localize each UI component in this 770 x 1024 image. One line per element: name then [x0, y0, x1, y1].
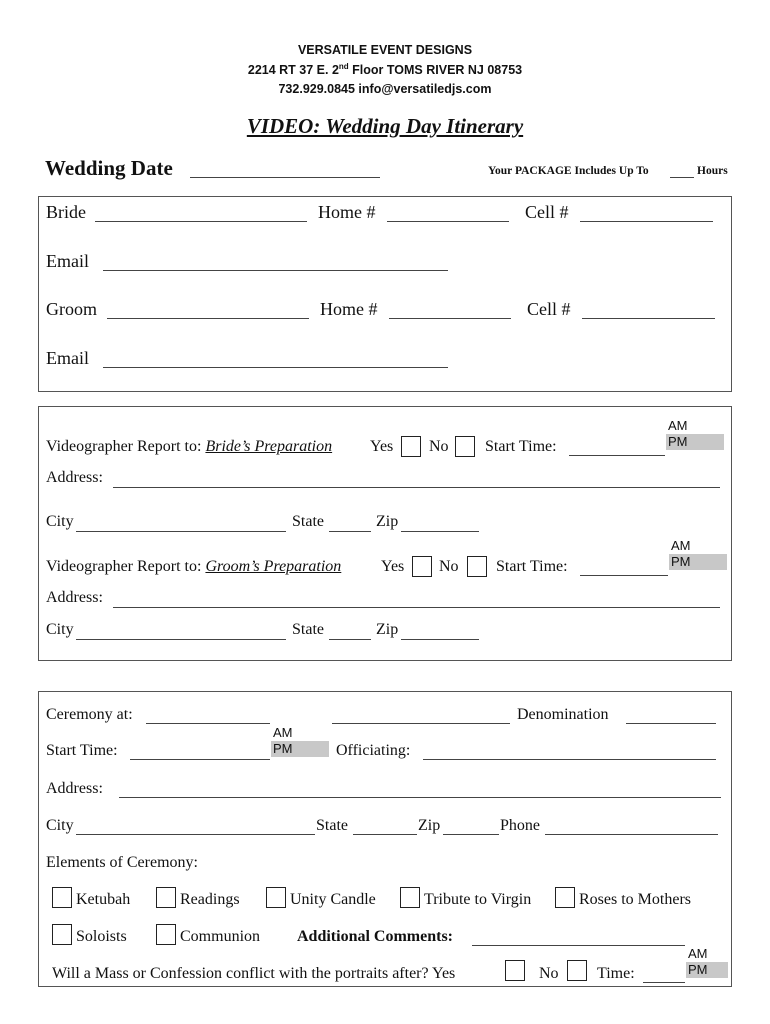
- bride-state-field[interactable]: [329, 531, 371, 532]
- bride-ampm-select[interactable]: [666, 418, 724, 450]
- groom-address-label: Address:: [46, 589, 103, 606]
- report-label: Videographer Report to:: [46, 438, 202, 455]
- groom-prep-label: Groom’s Preparation: [205, 558, 342, 575]
- unity-candle-label: Unity Candle: [290, 891, 376, 908]
- bride-home-field[interactable]: [387, 221, 509, 222]
- bride-zip-field[interactable]: [401, 531, 479, 532]
- pm-option[interactable]: PM: [666, 434, 724, 450]
- bride-no-checkbox[interactable]: [455, 436, 475, 457]
- groom-email-field[interactable]: [103, 367, 448, 368]
- ceremony-city-label: City: [46, 817, 74, 834]
- bride-no-label: No: [429, 438, 449, 455]
- groom-yes-label: Yes: [381, 558, 405, 575]
- roses-to-mothers-checkbox[interactable]: [555, 887, 575, 908]
- am-option[interactable]: AM: [273, 725, 293, 740]
- groom-no-checkbox[interactable]: [467, 556, 487, 577]
- groom-state-field[interactable]: [329, 639, 371, 640]
- ceremony-start-time-label: Start Time:: [46, 742, 118, 759]
- bride-field[interactable]: [95, 221, 307, 222]
- elements-label: Elements of Ceremony:: [46, 854, 198, 871]
- wedding-date-field[interactable]: [190, 177, 380, 178]
- groom-start-time-field[interactable]: [580, 575, 668, 576]
- bride-cell-label: Cell #: [525, 202, 569, 222]
- groom-city-field[interactable]: [76, 639, 286, 640]
- ketubah-label: Ketubah: [76, 891, 131, 908]
- officiating-label: Officiating:: [336, 742, 411, 759]
- bride-cell-field[interactable]: [580, 221, 713, 222]
- mass-question-label: Will a Mass or Confession conflict with the portraits after? Yes: [52, 965, 456, 982]
- bride-state-label: State: [292, 513, 324, 530]
- groom-yes-checkbox[interactable]: [412, 556, 432, 577]
- groom-zip-label: Zip: [376, 621, 399, 638]
- mass-ampm-select[interactable]: [686, 946, 728, 978]
- ceremony-city-field[interactable]: [76, 834, 315, 835]
- communion-checkbox[interactable]: [156, 924, 176, 945]
- groom-no-label: No: [439, 558, 459, 575]
- ketubah-checkbox[interactable]: [52, 887, 72, 908]
- ceremony-address-field[interactable]: [119, 797, 721, 798]
- wedding-date-label: Wedding Date: [45, 156, 173, 180]
- hours-field[interactable]: [670, 177, 694, 178]
- soloists-checkbox[interactable]: [52, 924, 72, 945]
- tribute-to-virgin-label: Tribute to Virgin: [424, 891, 532, 908]
- ceremony-ampm-select[interactable]: [271, 725, 329, 757]
- company-address: [0, 62, 770, 77]
- am-option[interactable]: AM: [688, 946, 708, 961]
- bride-start-time-label: Start Time:: [485, 438, 557, 455]
- readings-checkbox[interactable]: [156, 887, 176, 908]
- package-label: Your PACKAGE Includes Up To: [488, 165, 649, 177]
- ceremony-at-field[interactable]: [146, 723, 270, 724]
- groom-start-time-label: Start Time:: [496, 558, 568, 575]
- bride-home-label: Home #: [318, 202, 376, 222]
- page-title: VIDEO: Wedding Day Itinerary: [246, 114, 524, 138]
- additional-comments-label: Additional Comments:: [297, 928, 454, 945]
- groom-zip-field[interactable]: [401, 639, 479, 640]
- groom-cell-label: Cell #: [527, 299, 571, 319]
- groom-label: Groom: [46, 299, 97, 319]
- mass-time-label: Time:: [597, 965, 635, 982]
- pm-option[interactable]: PM: [686, 962, 728, 978]
- ceremony-state-field[interactable]: [353, 834, 417, 835]
- groom-report-row: [46, 558, 341, 576]
- bride-city-label: City: [46, 513, 74, 530]
- ceremony-at-label: Ceremony at:: [46, 706, 133, 723]
- ceremony-zip-field[interactable]: [443, 834, 499, 835]
- videographer-box: [38, 406, 732, 661]
- bride-address-field[interactable]: [113, 487, 720, 488]
- soloists-label: Soloists: [76, 928, 127, 945]
- roses-to-mothers-label: Roses to Mothers: [579, 891, 691, 908]
- readings-label: Readings: [180, 891, 240, 908]
- groom-ampm-select[interactable]: [669, 538, 727, 570]
- company-name: VERSATILE EVENT DESIGNS: [297, 43, 473, 57]
- ceremony-at-field-2[interactable]: [332, 723, 510, 724]
- address-sup: nd: [338, 62, 349, 71]
- company-contact: 732.929.0845 info@versatiledjs.com: [278, 82, 492, 96]
- pm-option[interactable]: PM: [271, 741, 329, 757]
- groom-city-label: City: [46, 621, 74, 638]
- ceremony-phone-field[interactable]: [545, 834, 718, 835]
- groom-email-label: Email: [46, 348, 89, 368]
- mass-time-field[interactable]: [643, 982, 685, 983]
- mass-no-label: No: [539, 965, 559, 982]
- additional-comments-field[interactable]: [472, 945, 685, 946]
- groom-home-field[interactable]: [389, 318, 511, 319]
- groom-address-field[interactable]: [113, 607, 720, 608]
- bride-zip-label: Zip: [376, 513, 399, 530]
- address-part-2: Floor TOMS RIVER NJ 08753: [348, 63, 523, 78]
- bride-email-field[interactable]: [103, 270, 448, 271]
- bride-city-field[interactable]: [76, 531, 286, 532]
- report-label: Videographer Report to:: [46, 558, 202, 575]
- ceremony-start-time-field[interactable]: [130, 759, 270, 760]
- ceremony-address-label: Address:: [46, 780, 103, 797]
- denomination-field[interactable]: [626, 723, 716, 724]
- officiating-field[interactable]: [423, 759, 716, 760]
- address-part: 2214 RT 37 E. 2: [247, 63, 339, 78]
- bride-label: Bride: [46, 202, 86, 222]
- groom-field[interactable]: [107, 318, 309, 319]
- mass-no-checkbox[interactable]: [567, 960, 587, 981]
- ceremony-box: [38, 691, 732, 987]
- communion-label: Communion: [180, 928, 261, 945]
- pm-option[interactable]: PM: [669, 554, 727, 570]
- bride-report-row: [46, 438, 332, 456]
- unity-candle-checkbox[interactable]: [266, 887, 286, 908]
- denomination-label: Denomination: [517, 706, 609, 723]
- am-option[interactable]: AM: [668, 418, 688, 433]
- am-option[interactable]: AM: [671, 538, 691, 553]
- tribute-to-virgin-checkbox[interactable]: [400, 887, 420, 908]
- groom-home-label: Home #: [320, 299, 378, 319]
- contacts-box: [38, 196, 732, 392]
- bride-prep-label: Bride’s Preparation: [205, 438, 333, 455]
- ceremony-zip-label: Zip: [418, 817, 441, 834]
- bride-email-label: Email: [46, 251, 89, 271]
- hours-label: Hours: [697, 165, 728, 177]
- ceremony-state-label: State: [316, 817, 348, 834]
- groom-state-label: State: [292, 621, 324, 638]
- groom-cell-field[interactable]: [582, 318, 715, 319]
- bride-address-label: Address:: [46, 469, 103, 486]
- ceremony-phone-label: Phone: [500, 817, 540, 834]
- bride-yes-label: Yes: [370, 438, 394, 455]
- bride-start-time-field[interactable]: [569, 455, 665, 456]
- mass-yes-checkbox[interactable]: [505, 960, 525, 981]
- bride-yes-checkbox[interactable]: [401, 436, 421, 457]
